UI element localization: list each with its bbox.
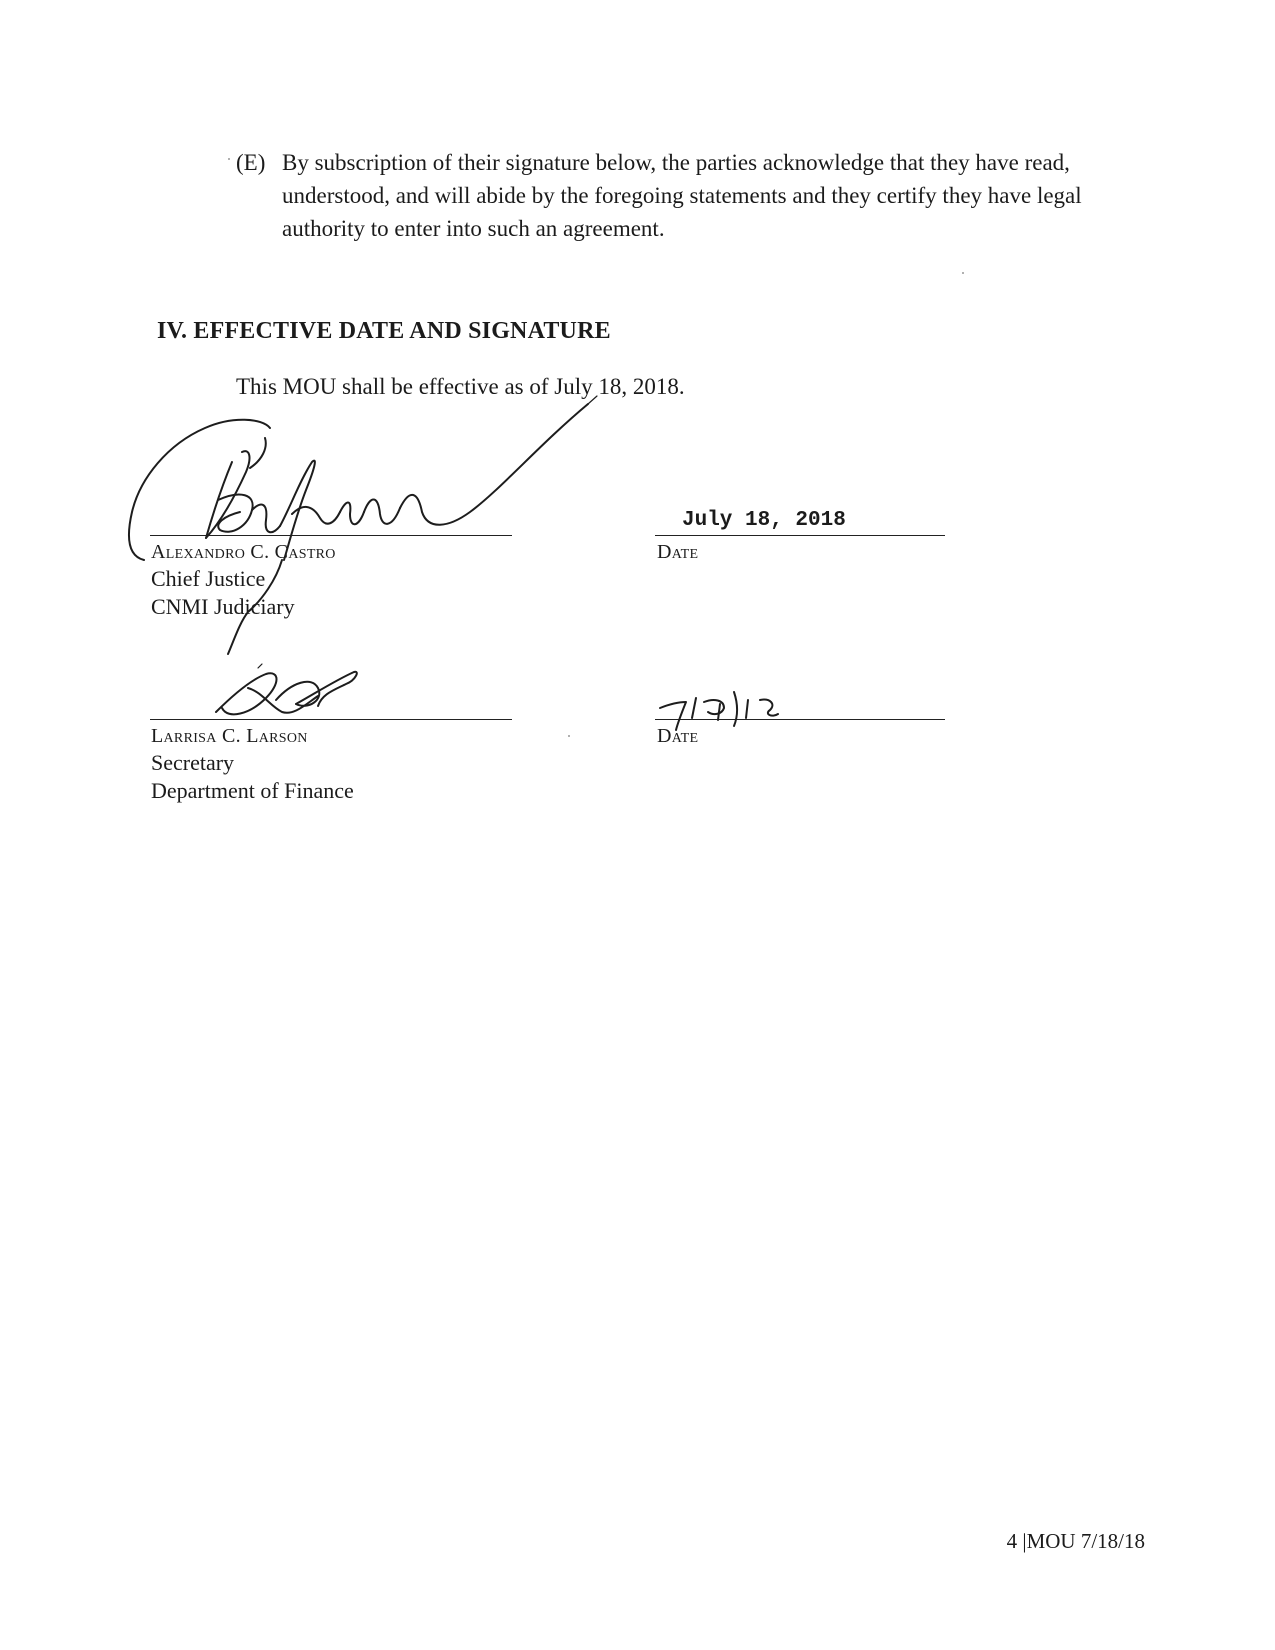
signature-line-larson [150,719,512,720]
signature-larson-mark [216,664,357,714]
paragraph-e [236,146,1156,245]
date-label-castro: Date [657,541,699,563]
signatory-title-larson: Secretary [151,750,235,775]
signature-line-castro [150,535,512,536]
date-value-castro: July 18, 2018 [682,509,846,532]
signatory-name-castro: Alexandro C. Castro [151,541,336,563]
scan-speck [228,158,230,160]
section-heading: IV. EFFECTIVE DATE AND SIGNATURE [157,318,611,344]
date-label-larson: Date [657,725,699,747]
paragraph-text: By subscription of their signature below, the parties acknowledge that they have read, understood, and will abide by the foregoing statements and they certify they have legal authority to enter into such an agreement. [282,150,1082,241]
signatory-title-castro: Chief Justice [151,566,266,591]
signatory-org-castro: CNMI Judiciary [151,594,295,619]
date-line-larson [655,719,945,720]
signatory-org-larson: Department of Finance [151,778,354,803]
date-line-castro [655,535,945,536]
effective-date-text: This MOU shall be effective as of July 18, 2018. [236,374,685,399]
scan-speck [568,735,570,737]
scan-speck [962,272,964,274]
page-footer: 4 |MOU 7/18/18 [1006,1529,1145,1553]
paragraph-marker: (E) [236,150,266,175]
signatory-name-larson: Larrisa C. Larson [151,725,308,747]
